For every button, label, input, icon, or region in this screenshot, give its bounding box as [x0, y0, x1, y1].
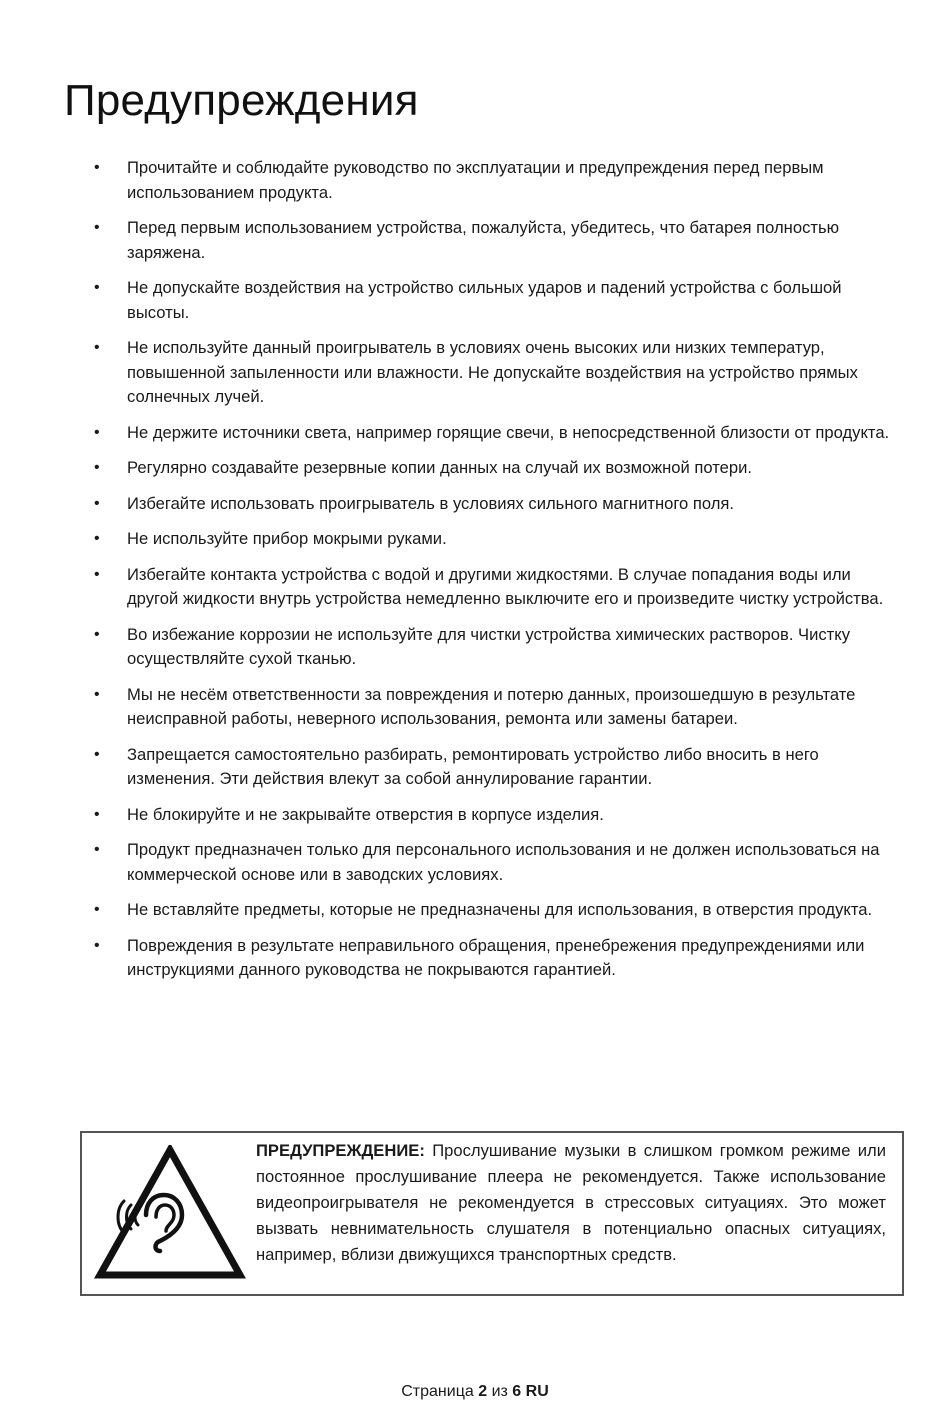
list-item-text: Перед первым использованием устройства, пожалуйста, убедитесь, что батарея полностью заряжена.: [127, 218, 840, 262]
bullet: •: [94, 459, 100, 476]
footer-page-number: 2: [478, 1383, 488, 1400]
warning-text: [256, 1138, 886, 1268]
bullet: •: [94, 219, 100, 236]
list-item: [94, 803, 894, 828]
list-item-text: Прочитайте и соблюдайте руководство по эксплуатации и предупреждения перед первым использованием продукта.: [127, 158, 824, 202]
list-item: [94, 216, 894, 265]
list-item: [94, 276, 894, 325]
bullet: •: [94, 530, 100, 547]
list-item-text: Не вставляйте предметы, которые не предназначены для использования, в отверстия продукта.: [127, 900, 873, 919]
list-item-text: Не используйте прибор мокрыми руками.: [127, 529, 447, 548]
bullet: •: [94, 841, 100, 858]
list-item-text: Не используйте данный проигрыватель в условиях очень высоких или низких температур, повышенной запыленности или влажности. Не допускайте воздействия на устройство прямых солнечных лучей.: [127, 338, 858, 406]
list-item-text: Регулярно создавайте резервные копии данных на случай их возможной потери.: [127, 458, 753, 477]
bullet: •: [94, 279, 100, 296]
bullet: •: [94, 494, 100, 512]
list-item-text: Продукт предназначен только для персонального использования и не должен использоваться на коммерческой основе или в заводских условиях.: [127, 840, 880, 884]
list-item: [94, 898, 894, 923]
list-item: [94, 563, 894, 612]
hearing-warning-box: [80, 1131, 904, 1296]
list-item: [94, 421, 894, 446]
list-item: [94, 527, 894, 552]
bullet: •: [94, 901, 100, 918]
footer-total: 6 RU: [512, 1383, 549, 1400]
bullet: •: [94, 805, 100, 823]
bullet: •: [94, 936, 100, 954]
list-item: [94, 743, 894, 792]
list-item-text: Не блокируйте и не закрывайте отверстия в корпусе изделия.: [127, 804, 604, 824]
page-title: Предупреждения: [64, 76, 419, 125]
list-item: [94, 623, 894, 672]
list-item-text: Избегайте контакта устройства с водой и другими жидкостями. В случае попадания воды или другой жидкости внутрь устройства немедленно выключите его и произведите чистку устройства.: [127, 564, 884, 608]
bullet: •: [94, 423, 100, 441]
list-item: [94, 838, 894, 887]
list-item: [94, 156, 894, 205]
list-item-text: Не держите источники света, например горящие свечи, в непосредственной близости от продукта.: [127, 422, 890, 442]
list-item-text: Запрещается самостоятельно разбирать, ремонтировать устройство либо вносить в него изменения. Эти действия влекут за собой аннулирование гарантии.: [127, 744, 819, 788]
bullet: •: [94, 159, 100, 176]
list-item-text: Избегайте использовать проигрыватель в условиях сильного магнитного поля.: [127, 493, 735, 513]
warning-body: Прослушивание музыки в слишком громком режиме или постоянное прослушивание плеера не рекомендуется. Также использование видеопроигрывателя не рекомендуется в стрессовых ситуациях. Это может вызвать невнимательность слушателя в потенциально опасных ситуациях, например, вблизи движущихся транспортных средств.: [256, 1141, 886, 1264]
bullet: •: [94, 685, 100, 703]
footer-prefix: Страница: [401, 1383, 479, 1400]
warning-label: ПРЕДУПРЕЖДЕНИЕ:: [256, 1141, 425, 1160]
footer-middle: из: [487, 1383, 513, 1400]
hearing-warning-icon: [94, 1145, 246, 1281]
list-item: [94, 492, 894, 517]
bullet: •: [94, 625, 100, 643]
list-item-text: Во избежание коррозии не используйте для чистки устройства химических растворов. Чистку осуществляйте сухой тканью.: [127, 624, 851, 668]
bullet: •: [94, 339, 100, 356]
list-item: [94, 336, 894, 410]
list-item-text: Мы не несём ответственности за повреждения и потерю данных, произошедшую в результате неисправной работы, неверного использования, ремонта или замены батареи.: [127, 684, 856, 728]
bullet: •: [94, 745, 100, 763]
page-footer: [0, 1383, 950, 1401]
list-item-text: Не допускайте воздействия на устройство сильных ударов и падений устройства с большой высоты.: [127, 278, 842, 322]
warnings-list: [94, 156, 894, 994]
list-item-text: Повреждения в результате неправильного обращения, пренебрежения предупреждениями или инструкциями данного руководства не покрываются гарантией.: [127, 935, 865, 979]
list-item: [94, 934, 894, 983]
list-item: [94, 683, 894, 732]
list-item: [94, 456, 894, 481]
bullet: •: [94, 565, 100, 583]
